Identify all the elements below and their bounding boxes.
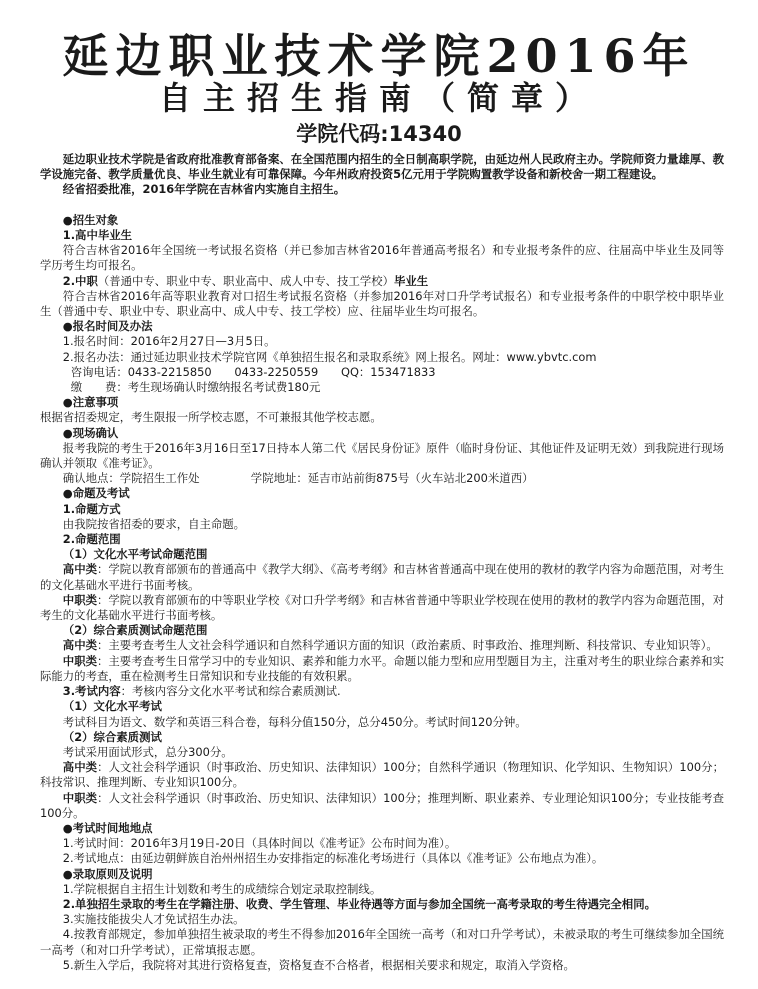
paragraph xyxy=(40,593,724,623)
school-code: 学院代码:14340 xyxy=(296,122,462,146)
fee-text: 考生现场确认时缴纳报名考试费180元 xyxy=(127,380,321,395)
paragraph-text: ：人文社会科学通识（时事政治、历史知识、法律知识）100分；推理判断、职业素养、专业理论知识100分；专业技能考查100分。 xyxy=(40,790,724,820)
school-address: 学院地址：延吉市站前街875号（火车站北200米道西） xyxy=(250,471,534,486)
document-body xyxy=(40,152,724,973)
paragraph-text: ：学院以教育部颁布的普通高中《教学大纲》、《高考考纲》和吉林省普通高中现在使用的教材的教学内容为命题范围，对考生的文化基础水平进行书面考核。 xyxy=(40,562,724,592)
subheading-detail: （普通中专、职业中专、职业高中、成人中专、技工学校） xyxy=(97,273,395,288)
category-label: 中职类 xyxy=(62,790,98,805)
phone-number: 0433-2215850 xyxy=(127,364,212,379)
subheading-detail: ：考核内容分文化水平考试和综合素质测试. xyxy=(120,684,341,699)
fee-line xyxy=(40,380,724,395)
section-heading: ●命题及考试 xyxy=(62,486,130,501)
fee-label: 缴 xyxy=(70,380,83,395)
category-label: 高中类 xyxy=(62,760,98,775)
exam-time: 1.考试时间：2016年3月19日-20日（具体时间以《准考证》公布时间为准）。 xyxy=(62,836,457,851)
section-targets xyxy=(40,213,724,319)
paragraph xyxy=(40,760,724,790)
subheading-bold: 3.考试内容 xyxy=(62,684,121,699)
subheading: 1.命题方式 xyxy=(62,501,121,516)
subheading: （2）综合素质测试 xyxy=(62,729,162,744)
fee-label: 费： xyxy=(104,380,128,395)
subheading-bold: 2.中职 xyxy=(62,273,98,288)
list-item: 1.学院根据自主招生计划数和考生的成绩综合划定录取控制线。 xyxy=(62,881,382,896)
confirm-location xyxy=(40,471,724,486)
subheading: （1）文化水平考试命题范围 xyxy=(62,547,208,562)
section-heading: ●注意事项 xyxy=(62,395,119,410)
subheading xyxy=(40,684,724,699)
subheading: （1）文化水平考试 xyxy=(62,699,162,714)
paragraph xyxy=(40,638,724,653)
intro-approval: 经省招委批准，2016年学院在吉林省内实施自主招生。 xyxy=(62,182,346,197)
section-heading: ●录取原则及说明 xyxy=(62,866,153,881)
subheading: 2.命题范围 xyxy=(62,532,121,547)
section-notice xyxy=(40,395,724,425)
paragraph-text: ：人文社会科学通识（时事政治、历史知识、法律知识）100分；自然科学通识（物理知识、化学知识、生物知识）100分； 科技常识、推理判断、专业知识100分。 xyxy=(40,760,724,790)
subheading-bold: 毕业生 xyxy=(394,273,429,288)
registration-method: 2.报名办法：通过延边职业技术学院官网《单独招生报名和录取系统》网上报名。网址：www.ybvtc.com xyxy=(62,349,597,364)
paragraph: 符合吉林省2016年全国统一考试报名资格（并已参加吉林省2016年普通高考报名）和专业报考条件的应、往届高中毕业生及同等学历考生均可报名。 xyxy=(40,243,724,273)
section-admission xyxy=(40,867,724,973)
intro-paragraph: 延边职业技术学院是省政府批准教育部备案、在全国范围内招生的全日制高职学院，由延边州人民政府主办。学院师资力量雄厚、教学设施完备、教学质量优良、毕业生就业有可靠保障。今年州政府投资5亿元用于学院购置教学设备和新校舍一期工程建设。 xyxy=(40,152,724,182)
subheading xyxy=(40,274,724,289)
section-heading: ●考试时间地地点 xyxy=(62,820,153,835)
list-item: 3.实施技能拔尖人才免试招生办法。 xyxy=(62,912,245,927)
paragraph-text: ：学院以教育部颁布的中等职业学校《对口升学考纲》和吉林省普通中等职业学校现在使用的教材的教学内容为命题范围，对考生的文化基础水平进行书面考核。 xyxy=(40,592,724,623)
phone-number: 0433-2250559 xyxy=(234,364,319,379)
category-label: 高中类 xyxy=(62,638,97,653)
section-heading: ●现场确认 xyxy=(62,425,119,440)
category-label: 中职类 xyxy=(62,592,97,607)
exam-place: 2.考试地点：由延边朝鲜族自治州州招生办安排指定的标准化考场进行（具体以《准考证》公布地点为准）。 xyxy=(62,851,604,866)
contact-line xyxy=(40,365,724,380)
category-label: 高中类 xyxy=(62,562,97,577)
paragraph: 由我院按省招委的要求，自主命题。 xyxy=(62,516,246,531)
document-subtitle: 自主招生指南（简章） xyxy=(158,79,599,117)
section-heading: ●报名时间及办法 xyxy=(62,319,153,334)
section-registration xyxy=(40,319,724,395)
phone-label: 咨询电话： xyxy=(70,364,128,379)
paragraph xyxy=(40,791,724,821)
section-schedule xyxy=(40,821,724,867)
registration-time: 1.报名时间：2016年2月27日—3月5日。 xyxy=(62,334,276,349)
paragraph: 根据省招委规定，考生限报一所学校志愿，不可兼报其他学校志愿。 xyxy=(40,410,382,425)
section-confirm xyxy=(40,426,724,487)
paragraph xyxy=(40,654,724,684)
paragraph: 考试科目为语文、数学和英语三科合卷，每科分值150分，总分450分。考试时间120分钟。 xyxy=(62,714,527,729)
section-heading: ●招生对象 xyxy=(62,212,119,227)
list-item: 2.单独招生录取的考生在学籍注册、收费、学生管理、毕业待遇等方面与参加全国统一高考录取的考生待遇完全相同。 xyxy=(62,896,656,911)
paragraph-text: ：主要考查考生日常学习中的专业知识、素养和能力水平。命题以能力型和应用型题目为主，注重对考生的职业综合素养和实际能力的考查，重在检测考生日常知识和专业技能的有效积累。 xyxy=(40,653,724,683)
paragraph xyxy=(40,562,724,592)
subheading: 1.高中毕业生 xyxy=(62,228,133,242)
subheading: （2）综合素质测试命题范围 xyxy=(62,623,208,638)
qq-number: QQ：153471833 xyxy=(340,364,436,379)
paragraph: 考试采用面试形式，总分300分。 xyxy=(62,744,233,759)
list-item: 4.按教育部规定，参加单独招生被录取的考生不得参加2016年全国统一高考（和对口升学考试），未被录取的考生可继续参加全国统一高考（和对口升学考试），正常填报志愿。 xyxy=(40,927,724,957)
paragraph-text: ：主要考查考生人文社会科学通识和自然科学通识方面的知识（政治素质、时事政治、推理判断、科技常识、专业知识等）。 xyxy=(96,638,718,653)
paragraph: 报考我院的考生于2016年3月16日至17日持本人第二代《居民身份证》原件（临时身份证、其他证件及证明无效）到我院进行现场确认并领取《准考证》。 xyxy=(40,440,724,471)
paragraph: 符合吉林省2016年高等职业教育对口招生考试报名资格（并参加2016年对口升学考试报名）和专业报考条件的中职学校中职毕业生（普通中专、职业中专、职业高中、成人中专、技工学校）应、往届毕业生均可报名。 xyxy=(40,288,724,319)
confirm-place: 确认地点：学院招生工作处 xyxy=(62,471,200,486)
section-exam xyxy=(40,486,724,820)
category-label: 中职类 xyxy=(62,653,97,668)
document-title: 延边职业技术学院2016年 xyxy=(62,29,696,83)
list-item: 5.新生入学后，我院将对其进行资格复查，资格复查不合格者，根据相关要求和规定，取消入学资格。 xyxy=(62,957,575,972)
